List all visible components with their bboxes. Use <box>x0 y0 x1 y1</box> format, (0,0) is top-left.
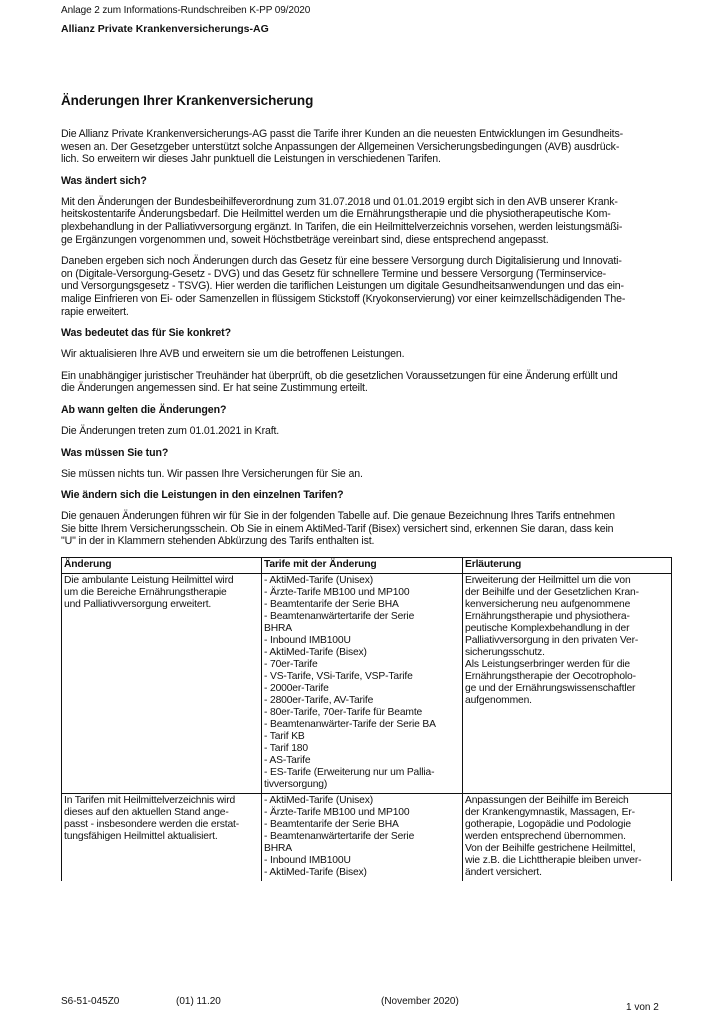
tariff-item: - Inbound IMB100U <box>264 634 351 646</box>
tariff-item: - Inbound IMB100U <box>264 854 351 866</box>
tariff-item: - AktiMed-Tarife (Unisex) <box>264 794 373 806</box>
text-line: sicherungsschutz. <box>465 646 545 658</box>
text-line: wie z.B. die Lichttherapie bleiben unver- <box>465 854 642 866</box>
text-line: Ein unabhängiger juristischer Treuhänder hat überprüft, ob die gesetzlichen Voraussetzungen für eine Änderung erfüllt und <box>61 369 618 382</box>
tariff-item: - Beamtenanwärtertarife der Serie <box>264 830 415 842</box>
attachment-note: Anlage 2 zum Informations-Rundschreiben K-PP 09/2020 <box>61 5 311 16</box>
text-line: Mit den Änderungen der Bundesbeihilfeverordnung zum 31.07.2018 und 01.01.2019 ergibt sich in den AVB unserer Krank- <box>61 195 618 208</box>
text-line: um die Bereiche Ernährungstherapie <box>64 586 227 598</box>
heading-what-changes: Was ändert sich? <box>61 174 147 187</box>
text-line: dieses auf den aktuellen Stand ange- <box>64 806 229 818</box>
text-line: und Versorgungsgesetz - TSVG). Hier werden die tariflichen Leistungen um digitale Gesundheitsanwendungen und das ein- <box>61 280 624 293</box>
column-header-change: Änderung <box>62 557 262 573</box>
text-line: ge Ergänzungen vorgenommen und, soweit Höchstbeträge vereinbart sind, diese entsprechend angepasst. <box>61 233 549 246</box>
text-line: Die Änderungen treten zum 01.01.2021 in Kraft. <box>61 424 280 437</box>
tariff-item: - VS-Tarife, VSi-Tarife, VSP-Tarife <box>264 670 413 682</box>
tariff-item: - 2800er-Tarife, AV-Tarife <box>264 694 374 706</box>
text-line: lich. So erweitern wir dieses Jahr punktuell die Leistungen in verschiedenen Tarifen. <box>61 153 441 166</box>
heading-what-to-do: Was müssen Sie tun? <box>61 446 169 459</box>
tariff-item: - Ärzte-Tarife MB100 und MP100 <box>264 806 410 818</box>
column-header-explanation: Erläuterung <box>463 557 672 573</box>
footer-form-code: S6-51-045Z0 <box>61 996 120 1007</box>
when-valid-paragraph <box>61 425 671 438</box>
text-line: rapie erweitert. <box>61 305 129 318</box>
tariff-item: - Tarif 180 <box>264 742 308 754</box>
tariff-item: BHRA <box>264 842 293 854</box>
what-means-paragraph-1 <box>61 348 671 361</box>
tariff-item: - AktiMed-Tarife (Bisex) <box>264 866 367 878</box>
tariff-item: - Beamtenanwärter-Tarife der Serie BA <box>264 718 436 730</box>
text-line: Die Allianz Private Krankenversicherungs-AG passt die Tarife ihrer Kunden an die neuesten Entwicklungen im Gesundheits- <box>61 128 623 140</box>
tariff-list <box>264 575 459 791</box>
text-line: Ernährungstherapie und physiothera- <box>465 610 630 622</box>
company-name: Allianz Private Krankenversicherungs-AG <box>61 23 269 35</box>
main-content <box>61 93 671 881</box>
text-line: ändert versichert. <box>465 866 542 878</box>
change-cell <box>62 793 262 881</box>
text-line: und Palliativversorgung erweitert. <box>64 598 212 610</box>
table-row <box>62 573 672 793</box>
tariff-item: - Beamtenanwärtertarife der Serie <box>264 610 415 622</box>
text-line: on (Digitale-Versorgung-Gesetz - DVG) und das Gesetz für schnellere Termine und bessere Versorgung (Terminservice- <box>61 267 607 280</box>
tariff-item: - ES-Tarife (Erweiterung nur um Pallia- <box>264 766 435 778</box>
text-line: der Beihilfe und der Gesetzlichen Kran- <box>465 586 639 598</box>
text-line: peutische Komplexbehandlung in der <box>465 622 630 634</box>
footer-date: (November 2020) <box>381 996 459 1007</box>
text-line: Die ambulante Leistung Heilmittel wird <box>64 574 234 586</box>
text-line: Palliativversorgung in den privaten Ver- <box>465 634 639 646</box>
text-line: Die genauen Änderungen führen wir für Sie in der folgenden Tabelle auf. Die genaue Bezeichnung Ihres Tarifs entnehmen <box>61 510 615 523</box>
text-line: ge und der Ernährungswissenschaftler <box>465 682 636 694</box>
column-header-tariffs: Tarife mit der Änderung <box>262 557 463 573</box>
text-line: Erweiterung der Heilmittel um die von <box>465 574 631 586</box>
text-line: Wir aktualisieren Ihre AVB und erweitern sie um die betroffenen Leistungen. <box>61 348 405 361</box>
what-changes-paragraph-2 <box>61 255 671 318</box>
tariff-list <box>264 795 459 879</box>
text-line: Anpassungen der Beihilfe im Bereich <box>465 794 629 806</box>
tariff-item: BHRA <box>264 622 293 634</box>
heading-what-means: Was bedeutet das für Sie konkret? <box>61 327 231 340</box>
what-to-do-paragraph <box>61 468 671 481</box>
intro-paragraph <box>61 128 671 166</box>
table-row <box>62 793 672 881</box>
what-changes-paragraph-1 <box>61 196 671 246</box>
text-line: die Änderungen angemessen sind. Er hat seine Zustimmung erteilt. <box>61 382 368 395</box>
tariff-item: - 80er-Tarife, 70er-Tarife für Beamte <box>264 706 423 718</box>
table-header-row <box>62 557 672 573</box>
document-title: Änderungen Ihrer Krankenversicherung <box>61 93 314 108</box>
changes-table <box>61 557 672 881</box>
tariff-item: - Ärzte-Tarife MB100 und MP100 <box>264 586 410 598</box>
text-line: plexbehandlung in der Palliativversorgung ergänzt. In Tarifen, die ein Heilmittelverzeichnis vorsehen, werden leistungsmäßi- <box>61 220 623 233</box>
tariff-item: - Beamtentarife der Serie BHA <box>264 598 399 610</box>
explanation-cell <box>463 573 672 793</box>
tariff-item: - AS-Tarife <box>264 754 311 766</box>
text-line: Daneben ergeben sich noch Änderungen durch das Gesetz für eine bessere Versorgung durch Digitalisierung und Innovati- <box>61 255 622 268</box>
tariff-item: - AktiMed-Tarife (Bisex) <box>264 646 367 658</box>
tariff-item: - Tarif KB <box>264 730 305 742</box>
footer-page-number: 1 von 2 <box>626 1002 659 1013</box>
benefits-paragraph <box>61 510 671 548</box>
text-line: Sie müssen nichts tun. Wir passen Ihre Versicherungen für Sie an. <box>61 467 363 480</box>
text-line: gotherapie, Logopädie und Podologie <box>465 818 631 830</box>
tariff-item: - Beamtentarife der Serie BHA <box>264 818 399 830</box>
text-line: In Tarifen mit Heilmittelverzeichnis wird <box>64 794 236 806</box>
tariff-item: tivversorgung) <box>264 778 328 790</box>
heading-when-valid: Ab wann gelten die Änderungen? <box>61 403 227 416</box>
text-line: "U" in der in Klammern stehenden Abkürzung des Tarifs enthalten ist. <box>61 535 375 548</box>
text-line: heitskostentarife Änderungsbedarf. Die Heilmittel werden um die Ernährungstherapie und die physiotherapeutische Kom- <box>61 208 611 221</box>
text-line: werden entsprechend übernommen. <box>465 830 626 842</box>
text-line: wesen an. Der Gesetzgeber unterstützt solche Anpassungen der Allgemeinen Versicherungsbedingungen (AVB) ausdrück- <box>61 140 620 153</box>
text-line: malige Einfrieren von Ei- oder Samenzellen in flüssigem Stickstoff (Kryokonservierung) vor einer keimzellschädigenden The- <box>61 292 626 305</box>
heading-benefits-by-tariff: Wie ändern sich die Leistungen in den einzelnen Tarifen? <box>61 489 344 502</box>
text-line: passt - insbesondere werden die erstat- <box>64 818 240 830</box>
tariffs-cell <box>262 793 463 881</box>
tariffs-cell <box>262 573 463 793</box>
text-line: Ernährungstherapie der Oecotropholo- <box>465 670 636 682</box>
change-cell <box>62 573 262 793</box>
what-means-paragraph-2 <box>61 370 671 395</box>
text-line: kenversicherung neu aufgenommene <box>465 598 631 610</box>
footer-version: (01) 11.20 <box>176 996 221 1007</box>
text-line: tungsfähigen Heilmittel aktualisiert. <box>64 830 218 842</box>
text-line: der Krankengymnastik, Massagen, Er- <box>465 806 635 818</box>
tariff-item: - 70er-Tarife <box>264 658 318 670</box>
explanation-cell <box>463 793 672 881</box>
text-line: aufgenommen. <box>465 694 532 706</box>
text-line: Von der Beihilfe gestrichene Heilmittel, <box>465 842 636 854</box>
text-line: Sie bitte Ihrem Versicherungsschein. Ob Sie in einem AktiMed-Tarif (Bisex) versichert sind, erkennen Sie daran, dass kein <box>61 522 614 535</box>
tariff-item: - 2000er-Tarife <box>264 682 329 694</box>
text-line: Als Leistungserbringer werden für die <box>465 658 631 670</box>
tariff-item: - AktiMed-Tarife (Unisex) <box>264 574 373 586</box>
